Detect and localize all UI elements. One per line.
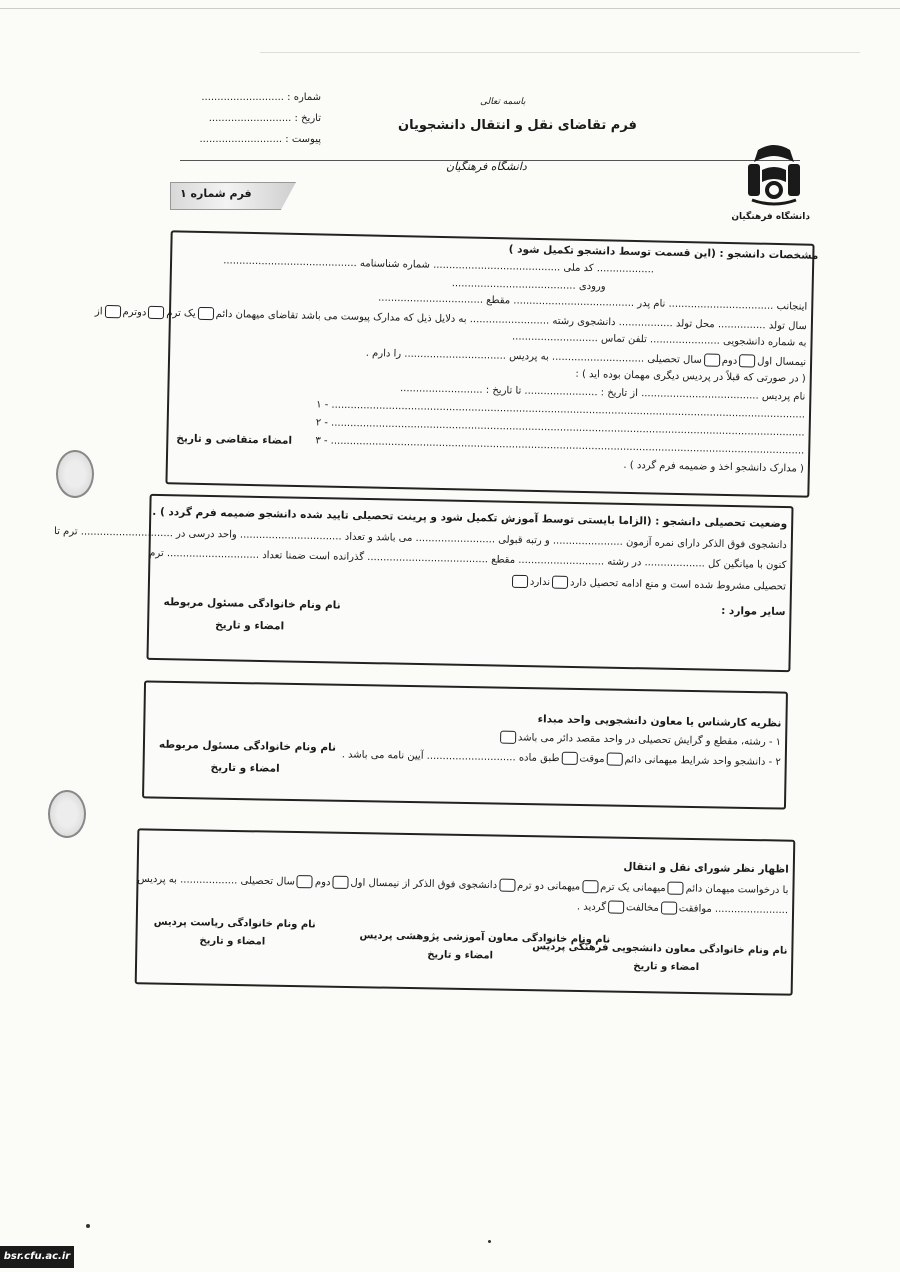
attachment-field: پیوست : ..........................: [199, 134, 321, 145]
reason-line-1: ۱ - .....................................................................................................................................................: [316, 399, 806, 421]
academic-deputy-name: نام ونام خانوادگی معاون آموزشی پژوهشی پردیس: [359, 930, 611, 946]
temporary-checkbox[interactable]: [561, 752, 577, 765]
section3-official-name: نام ونام خانوادگی مسئول مربوطه: [158, 738, 337, 754]
two-term-guest-label: میهمانی دو ترم: [516, 880, 581, 893]
section1-row-semester: [366, 346, 807, 368]
scan-line-faint: [260, 52, 860, 53]
section-academic-status: [53, 494, 793, 672]
section-student-info: [94, 230, 819, 497]
number-label: شماره :: [287, 92, 321, 103]
section1-row-birth-text: سال تولد ............... محل تولد ................. دانشجوی رشته ......................... به دلایل ذیل که مدارک پیوست می باشد تقاضای میهمان دائم: [215, 308, 807, 333]
section1-row-previous-guest: ( در صورتی که قبلاً در پردیس دیگری مهمان بوده اید ) :: [575, 368, 806, 385]
one-term-checkbox[interactable]: [148, 306, 164, 319]
reject-checkbox[interactable]: [608, 900, 624, 913]
section1-row-name: اینجانب ................................. نام پدر ...................................... مقطع .................................: [378, 292, 808, 313]
semester-year-text: سال تحصیلی ............................. به پردیس ................................ را دارم .: [365, 347, 702, 366]
campus-head-name: نام ونام خانوادگی ریاست پردیس: [153, 916, 316, 931]
university-signature: دانشگاه فرهنگیان: [446, 160, 527, 173]
approve-checkbox[interactable]: [661, 901, 677, 914]
first-semester-checkbox[interactable]: [739, 354, 755, 367]
section1-row-campus: نام پردیس ..................................... از تاریخ : ....................... تا تاریخ : ..........................: [399, 383, 806, 403]
date-label: تاریخ :: [294, 113, 321, 124]
guest-permanent-checkbox[interactable]: [198, 307, 214, 320]
section1-heading: مشخصات دانشجو : (این قسمت توسط دانشجو تکمیل شود ): [508, 243, 819, 262]
section2-row-exam: دانشجوی فوق الذکر دارای نمره آزمون ...................... و رتبه قبولی ......................... می باشد و تعداد ................................ واحد درسی در ............................. ترم تا: [53, 526, 787, 552]
section2-heading: وضعیت تحصیلی دانشجو : (الزاما بایستی توسط آموزش تکمیل شود و پرینت تحصیلی تایید شده دانشجو ضمیمه فرم گردد ) .: [152, 505, 788, 531]
reject-label: مخالفت: [625, 902, 659, 914]
section4-row-decision: [577, 900, 788, 917]
form-title: فرم تقاضای نقل و انتقال دانشجویان: [398, 118, 637, 133]
two-term-label: دوترم: [122, 306, 147, 319]
section4-row-request: [137, 872, 788, 896]
second-semester-checkbox[interactable]: [704, 353, 720, 366]
scan-speck: [86, 1224, 90, 1228]
watermark-badge: bsr.cfu.ac.ir: [0, 1246, 74, 1268]
other-notes-label: سایر موارد :: [721, 604, 786, 619]
council-permanent-checkbox[interactable]: [668, 882, 684, 895]
council-two-term-checkbox[interactable]: [499, 879, 515, 892]
date-field: تاریخ : ..........................: [208, 113, 321, 124]
section-council-opinion: [135, 828, 796, 995]
number-field: شماره : ..........................: [201, 92, 321, 103]
section2-row-probation: [510, 575, 786, 593]
has-restriction-checkbox[interactable]: [552, 576, 568, 589]
no-restriction-label: ندارد: [529, 576, 551, 589]
student-deputy-signature: امضاء و تاریخ: [633, 960, 700, 974]
section1-row-entry: ورودی .......................................: [451, 278, 606, 293]
year-campus-text: سال تحصیلی .................. به پردیس: [137, 873, 296, 888]
section3-heading: نظریه کارشناس یا معاون دانشجویی واحد مبداء: [537, 713, 782, 730]
section1-row-student-number: به شماره دانشجویی ...................... تلفن تماس ...........................: [511, 331, 807, 349]
probation-text: تحصیلی مشروط شده است و منع ادامه تحصیل دارد: [569, 577, 787, 593]
approve-label: ....................... موافقت: [678, 903, 789, 917]
council-second-semester-checkbox[interactable]: [297, 875, 313, 888]
bismillah: باسمه تعالی: [480, 97, 526, 107]
permanent-checkbox[interactable]: [606, 752, 622, 765]
student-deputy-name: نام ونام خانوادگی معاون دانشجویی فرهنگی پردیس: [532, 941, 788, 957]
university-logo: [731, 142, 810, 228]
first-semester-from-label: دانشجوی فوق الذکر از نیمسال اول: [350, 877, 498, 892]
first-semester-label: نیمسال اول: [757, 356, 807, 369]
punch-hole-bottom: [48, 790, 86, 838]
second-semester-label: دوم: [721, 355, 738, 367]
from-label: از: [94, 306, 103, 318]
major-available-text: ۱ - رشته، مقطع و گرایش تحصیلی در واحد مقصد دائر می باشد: [517, 732, 782, 749]
section2-signature-date: امضاء و تاریخ: [215, 619, 285, 633]
reason-line-2: ۲ - .....................................................................................................................................................: [315, 417, 805, 439]
one-term-guest-label: میهمانی یک ترم: [600, 881, 666, 894]
permanent-guest-text: با درخواست میهمان دائم: [685, 883, 789, 897]
council-first-semester-checkbox[interactable]: [332, 876, 348, 889]
section2-official-name: نام ونام خانوادگی مسئول مربوطه: [163, 596, 341, 612]
conditions-permanent-text: ۲ - دانشجو واحد شرایط میهمانی دائم: [624, 754, 781, 769]
section1-row-national-id: .................. کد ملی ........................................ شماره شناسنامه ..........................................: [223, 255, 655, 276]
decided-label: گردید .: [576, 901, 607, 913]
form-number-label: فرم شماره ۱: [180, 187, 252, 200]
campus-head-signature: امضاء و تاریخ: [199, 935, 266, 948]
documents-note: ( مدارک دانشجو اخذ و ضمیمه فرم گردد ) .: [623, 459, 804, 475]
major-available-checkbox[interactable]: [500, 731, 516, 744]
reason-line-3: ۳ - .....................................................................................................................................................: [315, 435, 805, 457]
attachment-label: پیوست :: [285, 134, 321, 145]
regulation-article-text: طبق ماده ............................ آیین نامه می باشد .: [341, 749, 560, 765]
academic-deputy-signature: امضاء و تاریخ: [427, 949, 494, 962]
section3-row-conditions: [342, 748, 781, 769]
second-label: دوم: [314, 876, 331, 889]
applicant-signature-label: امضاء متقاضی و تاریخ: [176, 432, 293, 447]
section3-signature-date: امضاء و تاریخ: [210, 761, 280, 775]
punch-hole-top: [56, 450, 94, 498]
section-origin-opinion: [142, 680, 788, 809]
no-restriction-checkbox[interactable]: [512, 575, 528, 588]
section4-heading: اظهار نظر شورای نقل و انتقال: [623, 860, 789, 876]
section2-row-gpa: کنون با میانگین کل ................... در رشته ........................... مقطع ...................................... گذرانده است ضمنا تعداد ............................. ترم: [149, 547, 787, 572]
logo-text: دانشگاه فرهنگیان: [731, 212, 810, 222]
scan-speck: [488, 1240, 491, 1243]
section3-row-major: [498, 731, 781, 749]
scan-edge-top: [0, 8, 900, 9]
council-one-term-checkbox[interactable]: [582, 880, 598, 893]
one-term-label: یک ترم: [166, 307, 196, 320]
two-term-checkbox[interactable]: [104, 305, 120, 318]
temporary-label: موقت: [579, 753, 605, 765]
